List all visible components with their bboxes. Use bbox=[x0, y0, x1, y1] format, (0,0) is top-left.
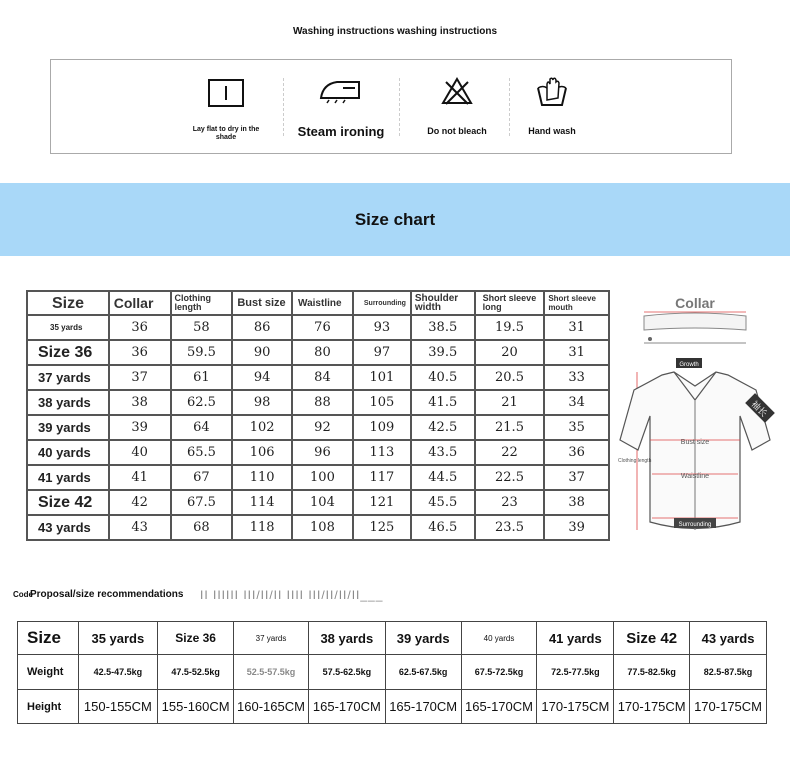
size-cell: 43.5 bbox=[411, 440, 475, 465]
recommendation-row-label: Size bbox=[18, 622, 79, 655]
size-cell: 35 bbox=[544, 415, 609, 440]
size-cell: 64 bbox=[171, 415, 233, 440]
size-cell: 114 bbox=[232, 490, 292, 515]
recommendation-cell: 37 yards bbox=[234, 622, 309, 655]
size-cell: 125 bbox=[353, 515, 411, 540]
size-cell: 96 bbox=[292, 440, 353, 465]
blurred-note: II IIIIII III/II/II IIII III/II/II/II___ bbox=[200, 588, 384, 602]
recommendation-cell: 67.5-72.5kg bbox=[461, 655, 537, 690]
size-cell: 36 bbox=[109, 315, 171, 340]
steam-iron-icon bbox=[313, 76, 369, 106]
header-cell: Surrounding bbox=[353, 291, 411, 315]
washing-instructions-box bbox=[50, 59, 732, 154]
recommendation-cell: 170-175CM bbox=[537, 690, 614, 724]
recommendation-cell: Size 36 bbox=[158, 622, 234, 655]
surrounding-label: Surrounding bbox=[678, 522, 712, 528]
wash-label: Do not bleach bbox=[427, 126, 487, 136]
size-cell: 40 bbox=[109, 440, 171, 465]
size-cell: 22 bbox=[475, 440, 545, 465]
shirt-diagram bbox=[612, 290, 790, 550]
size-cell: 110 bbox=[232, 465, 292, 490]
size-row-label: 40 yards bbox=[27, 440, 109, 465]
size-row-label: 38 yards bbox=[27, 390, 109, 415]
size-cell: 118 bbox=[232, 515, 292, 540]
size-cell: 34 bbox=[544, 390, 609, 415]
recommendation-cell: 42.5-47.5kg bbox=[78, 655, 158, 690]
recommendation-cell: 72.5-77.5kg bbox=[537, 655, 614, 690]
recommendation-size-row bbox=[18, 622, 767, 655]
size-cell: 80 bbox=[292, 340, 353, 365]
recommendation-row-label: Height bbox=[18, 690, 79, 724]
size-cell: 39 bbox=[109, 415, 171, 440]
recommendation-cell: 77.5-82.5kg bbox=[614, 655, 690, 690]
size-cell: 46.5 bbox=[411, 515, 475, 540]
size-cell: 22.5 bbox=[475, 465, 545, 490]
size-cell: 76 bbox=[292, 315, 353, 340]
size-cell: 36 bbox=[544, 440, 609, 465]
size-cell: 98 bbox=[232, 390, 292, 415]
recommendation-cell: 62.5-67.5kg bbox=[385, 655, 461, 690]
size-cell: 113 bbox=[353, 440, 411, 465]
size-cell: 21.5 bbox=[475, 415, 545, 440]
waist-label: Waistline bbox=[680, 473, 710, 480]
collar-label: Collar bbox=[675, 295, 715, 311]
recommendation-cell: 170-175CM bbox=[690, 690, 767, 724]
size-cell: 67 bbox=[171, 465, 233, 490]
size-chart-title: Size chart bbox=[354, 209, 436, 229]
recommendation-row-label: Weight bbox=[18, 655, 79, 690]
size-row bbox=[27, 390, 609, 415]
size-row bbox=[27, 340, 609, 365]
size-chart-banner bbox=[0, 183, 790, 256]
size-cell: 37 bbox=[109, 365, 171, 390]
size-cell: 36 bbox=[109, 340, 171, 365]
recommendation-cell: 47.5-52.5kg bbox=[158, 655, 234, 690]
size-row-label: 39 yards bbox=[27, 415, 109, 440]
header-cell: Short sleeve mouth bbox=[544, 291, 609, 315]
recommendation-weight-row bbox=[18, 655, 767, 690]
wash-item-no-bleach bbox=[413, 60, 501, 153]
size-cell: 38 bbox=[544, 490, 609, 515]
growth-label: Growth bbox=[679, 362, 699, 368]
size-cell: 41 bbox=[109, 465, 171, 490]
size-cell: 37 bbox=[544, 465, 609, 490]
size-cell: 88 bbox=[292, 390, 353, 415]
recommendation-cell: 155-160CM bbox=[158, 690, 234, 724]
size-cell: 38.5 bbox=[411, 315, 475, 340]
size-cell: 39 bbox=[544, 515, 609, 540]
header-cell: Size bbox=[27, 291, 109, 315]
header-cell: Bust size bbox=[232, 291, 292, 315]
recommendation-cell: 43 yards bbox=[690, 622, 767, 655]
size-cell: 65.5 bbox=[171, 440, 233, 465]
size-cell: 68 bbox=[171, 515, 233, 540]
size-cell: 101 bbox=[353, 365, 411, 390]
divider bbox=[509, 78, 510, 136]
size-cell: 42.5 bbox=[411, 415, 475, 440]
recommendation-cell: Size 42 bbox=[614, 622, 690, 655]
header-cell: Short sleeve long bbox=[475, 291, 545, 315]
size-cell: 106 bbox=[232, 440, 292, 465]
hand-wash-icon bbox=[535, 76, 569, 108]
recommendation-cell: 165-170CM bbox=[308, 690, 385, 724]
size-cell: 23.5 bbox=[475, 515, 545, 540]
size-cell: 109 bbox=[353, 415, 411, 440]
washing-title: Washing instructions washing instructions bbox=[292, 26, 498, 37]
recommendation-cell: 52.5-57.5kg bbox=[234, 655, 309, 690]
recommendation-height-row bbox=[18, 690, 767, 724]
recommendation-cell: 150-155CM bbox=[78, 690, 158, 724]
collar-button bbox=[648, 337, 652, 341]
size-cell: 59.5 bbox=[171, 340, 233, 365]
recommendation-title: Proposal/size recommendations bbox=[30, 589, 184, 600]
divider bbox=[399, 78, 400, 136]
recommendation-table bbox=[17, 621, 767, 724]
lay-flat-dry-icon bbox=[207, 78, 245, 108]
no-bleach-icon bbox=[440, 76, 474, 106]
svg-text:袖长: 袖长 bbox=[748, 399, 769, 420]
size-row-label: Size 36 bbox=[27, 340, 109, 365]
wash-label: Lay flat to dry in the shade bbox=[192, 126, 260, 141]
size-cell: 23 bbox=[475, 490, 545, 515]
recommendation-cell: 170-175CM bbox=[614, 690, 690, 724]
recommendation-cell: 40 yards bbox=[461, 622, 537, 655]
header-cell: Collar bbox=[109, 291, 171, 315]
wash-item-lay-flat bbox=[191, 60, 261, 153]
divider bbox=[283, 78, 284, 136]
size-cell: 84 bbox=[292, 365, 353, 390]
recommendation-cell: 35 yards bbox=[78, 622, 158, 655]
size-cell: 94 bbox=[232, 365, 292, 390]
size-cell: 100 bbox=[292, 465, 353, 490]
size-cell: 45.5 bbox=[411, 490, 475, 515]
size-cell: 62.5 bbox=[171, 390, 233, 415]
size-row bbox=[27, 490, 609, 515]
recommendation-cell: 165-170CM bbox=[385, 690, 461, 724]
recommendation-cell: 82.5-87.5kg bbox=[690, 655, 767, 690]
size-cell: 20 bbox=[475, 340, 545, 365]
size-cell: 117 bbox=[353, 465, 411, 490]
wash-label: Hand wash bbox=[528, 126, 576, 136]
recommendation-cell: 41 yards bbox=[537, 622, 614, 655]
size-cell: 86 bbox=[232, 315, 292, 340]
size-cell: 58 bbox=[171, 315, 233, 340]
header-cell: Waistline bbox=[292, 291, 353, 315]
size-row bbox=[27, 365, 609, 390]
size-cell: 43 bbox=[109, 515, 171, 540]
size-row bbox=[27, 315, 609, 340]
size-cell: 20.5 bbox=[475, 365, 545, 390]
size-cell: 104 bbox=[292, 490, 353, 515]
size-table-header bbox=[27, 291, 609, 315]
size-cell: 44.5 bbox=[411, 465, 475, 490]
size-cell: 108 bbox=[292, 515, 353, 540]
header-cell: Shoulder width bbox=[411, 291, 475, 315]
size-row-label: 43 yards bbox=[27, 515, 109, 540]
size-cell: 97 bbox=[353, 340, 411, 365]
code-label: Code bbox=[13, 590, 33, 599]
size-row-label: 35 yards bbox=[27, 315, 109, 340]
size-cell: 33 bbox=[544, 365, 609, 390]
size-cell: 67.5 bbox=[171, 490, 233, 515]
wash-item-hand-wash bbox=[517, 60, 587, 153]
size-cell: 19.5 bbox=[475, 315, 545, 340]
size-row bbox=[27, 440, 609, 465]
collar-shape bbox=[644, 313, 746, 330]
size-cell: 31 bbox=[544, 340, 609, 365]
length-label: Clothing length bbox=[618, 458, 652, 464]
size-table bbox=[26, 290, 610, 541]
size-cell: 31 bbox=[544, 315, 609, 340]
size-row bbox=[27, 415, 609, 440]
size-cell: 90 bbox=[232, 340, 292, 365]
size-row-label: 41 yards bbox=[27, 465, 109, 490]
recommendation-cell: 160-165CM bbox=[234, 690, 309, 724]
size-cell: 105 bbox=[353, 390, 411, 415]
wash-label: Steam ironing bbox=[297, 124, 385, 139]
recommendation-cell: 165-170CM bbox=[461, 690, 537, 724]
size-row bbox=[27, 515, 609, 540]
size-cell: 92 bbox=[292, 415, 353, 440]
size-cell: 42 bbox=[109, 490, 171, 515]
size-cell: 39.5 bbox=[411, 340, 475, 365]
wash-item-steam-iron bbox=[287, 60, 395, 153]
recommendation-cell: 38 yards bbox=[308, 622, 385, 655]
size-cell: 41.5 bbox=[411, 390, 475, 415]
size-row-label: Size 42 bbox=[27, 490, 109, 515]
recommendation-cell: 39 yards bbox=[385, 622, 461, 655]
size-cell: 121 bbox=[353, 490, 411, 515]
size-cell: 21 bbox=[475, 390, 545, 415]
size-cell: 40.5 bbox=[411, 365, 475, 390]
size-cell: 93 bbox=[353, 315, 411, 340]
size-cell: 61 bbox=[171, 365, 233, 390]
size-row bbox=[27, 465, 609, 490]
size-cell: 38 bbox=[109, 390, 171, 415]
bust-label: Bust size bbox=[680, 439, 710, 446]
header-cell: Clothing length bbox=[171, 291, 233, 315]
size-cell: 102 bbox=[232, 415, 292, 440]
size-row-label: 37 yards bbox=[27, 365, 109, 390]
recommendation-cell: 57.5-62.5kg bbox=[308, 655, 385, 690]
